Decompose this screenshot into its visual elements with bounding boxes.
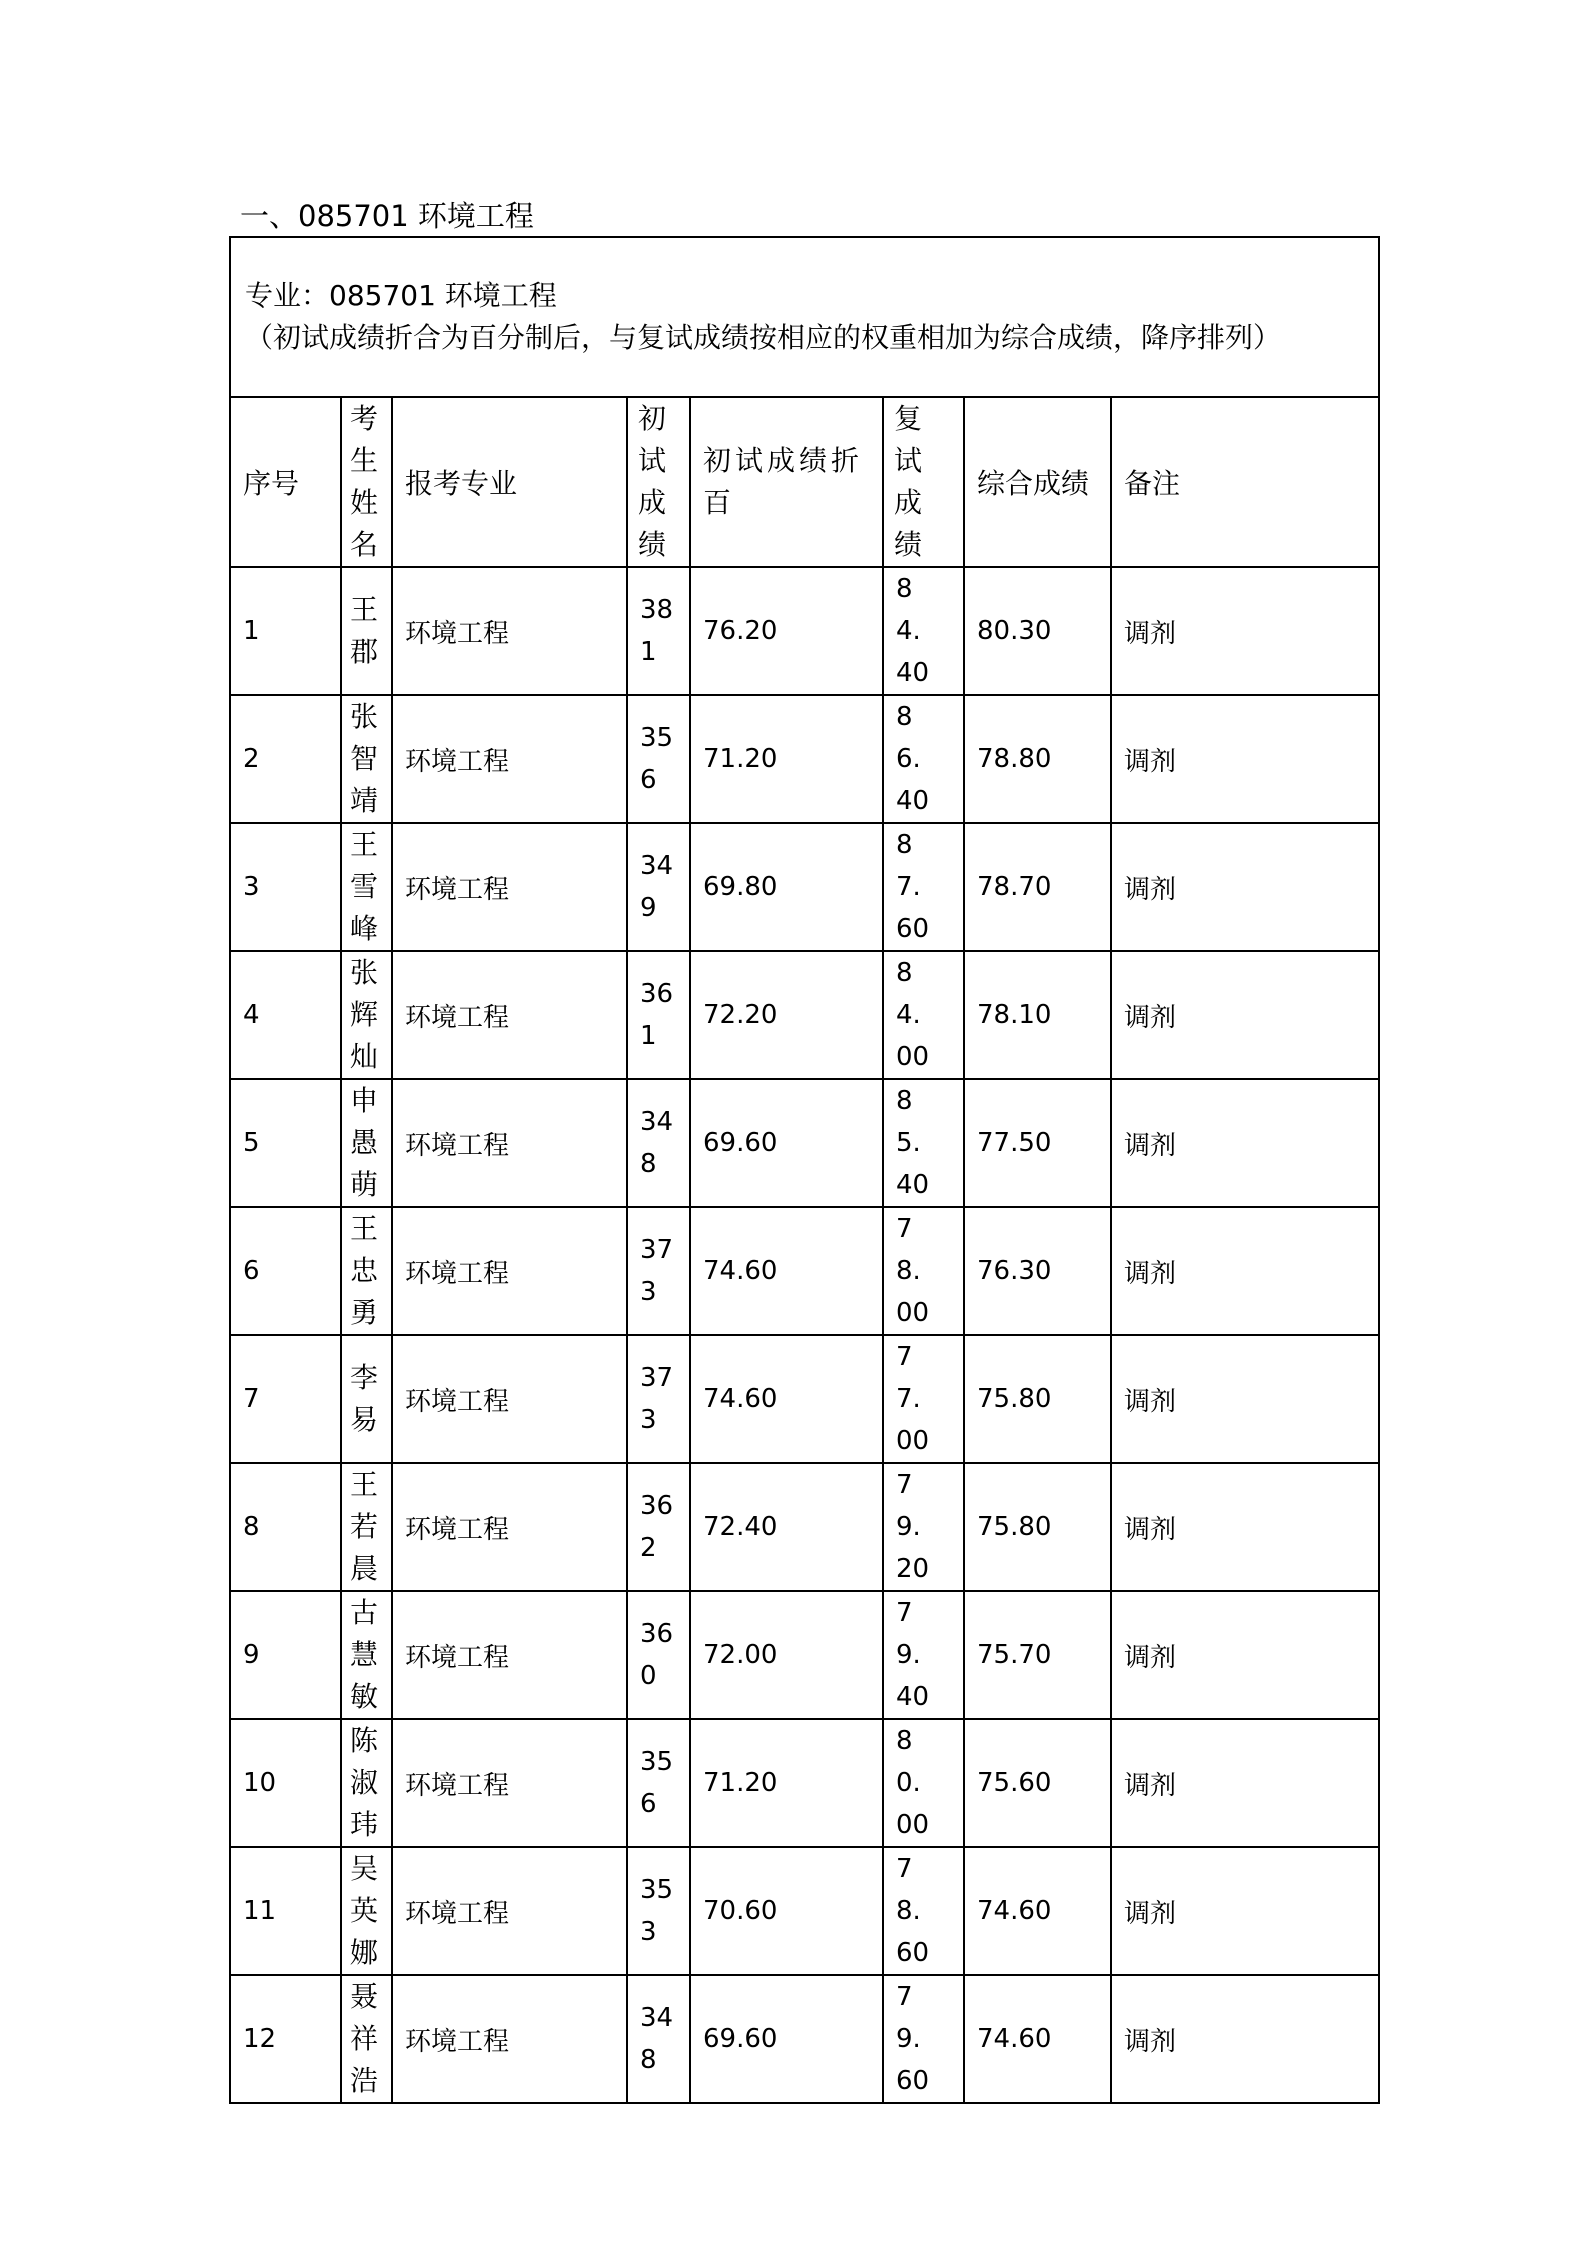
cell-initial-text: 349: [640, 851, 674, 923]
cell-initial: [627, 567, 690, 695]
cell-initial-text: 356: [640, 1747, 674, 1819]
cell-total: 78.70: [964, 823, 1111, 951]
cell-initial-text: 361: [640, 979, 674, 1051]
cell-retest-text: 85.40: [896, 1086, 930, 1200]
cell-initial-text: 373: [640, 1235, 674, 1307]
cell-major: 环境工程: [392, 1207, 627, 1335]
cell-seq: 11: [230, 1847, 341, 1975]
cell-retest-text: 84.40: [896, 574, 930, 688]
header-seq: 序号: [230, 397, 341, 567]
table-row: [230, 1335, 1379, 1463]
cell-retest: [883, 951, 964, 1079]
cell-total: 78.10: [964, 951, 1111, 1079]
cell-remark: 调剂: [1111, 567, 1379, 695]
cell-name-text: 李易: [350, 1361, 379, 1436]
cell-initial-pct: 69.60: [690, 1079, 883, 1207]
table-info-note: （初试成绩折合为百分制后，与复试成绩按相应的权重相加为综合成绩，降序排列）: [245, 321, 1282, 354]
cell-retest-text: 79.20: [896, 1470, 930, 1584]
cell-retest: [883, 1719, 964, 1847]
cell-remark: 调剂: [1111, 1463, 1379, 1591]
cell-initial-text: 373: [640, 1363, 674, 1435]
cell-initial-text: 381: [640, 595, 674, 667]
cell-total: 77.50: [964, 1079, 1111, 1207]
cell-name: [341, 1591, 392, 1719]
header-initial-pct: [690, 397, 883, 567]
cell-remark: 调剂: [1111, 823, 1379, 951]
cell-retest: [883, 1207, 964, 1335]
cell-name-text: 申愚萌: [350, 1084, 379, 1201]
cell-initial-pct: 71.20: [690, 695, 883, 823]
cell-total: 75.80: [964, 1335, 1111, 1463]
header-initial-text: 初试成绩: [638, 402, 667, 561]
cell-initial: [627, 1591, 690, 1719]
cell-name: [341, 1463, 392, 1591]
cell-initial-pct: 69.60: [690, 1975, 883, 2103]
cell-initial: [627, 823, 690, 951]
cell-name: [341, 1207, 392, 1335]
cell-initial-pct: 72.20: [690, 951, 883, 1079]
cell-retest: [883, 1847, 964, 1975]
cell-seq: 5: [230, 1079, 341, 1207]
cell-seq: 1: [230, 567, 341, 695]
cell-seq: 8: [230, 1463, 341, 1591]
cell-name-text: 王若晨: [350, 1468, 379, 1585]
cell-remark: 调剂: [1111, 1847, 1379, 1975]
cell-name-text: 王郡: [350, 593, 379, 668]
cell-initial-text: 362: [640, 1491, 674, 1563]
cell-major: 环境工程: [392, 951, 627, 1079]
header-retest: [883, 397, 964, 567]
header-initial: [627, 397, 690, 567]
table-info-cell: [230, 237, 1379, 397]
cell-initial: [627, 951, 690, 1079]
table-row: [230, 1847, 1379, 1975]
cell-retest-text: 84.00: [896, 958, 930, 1072]
cell-retest-text: 79.60: [896, 1982, 930, 2096]
cell-total: 75.70: [964, 1591, 1111, 1719]
cell-name: [341, 695, 392, 823]
cell-total: 75.80: [964, 1463, 1111, 1591]
cell-major: 环境工程: [392, 1591, 627, 1719]
cell-major: 环境工程: [392, 1463, 627, 1591]
cell-major: 环境工程: [392, 695, 627, 823]
cell-retest-text: 78.00: [896, 1214, 930, 1328]
cell-name-text: 吴英娜: [350, 1852, 379, 1969]
cell-remark: 调剂: [1111, 1719, 1379, 1847]
cell-retest-text: 87.60: [896, 830, 930, 944]
cell-seq: 9: [230, 1591, 341, 1719]
cell-remark: 调剂: [1111, 951, 1379, 1079]
table-row: [230, 1591, 1379, 1719]
cell-name: [341, 1719, 392, 1847]
cell-initial-pct: 72.00: [690, 1591, 883, 1719]
cell-major: 环境工程: [392, 1975, 627, 2103]
cell-name-text: 古慧敏: [350, 1596, 379, 1713]
cell-initial-text: 360: [640, 1619, 674, 1691]
cell-major: 环境工程: [392, 823, 627, 951]
cell-major: 环境工程: [392, 1335, 627, 1463]
cell-retest: [883, 1079, 964, 1207]
header-name: [341, 397, 392, 567]
cell-retest: [883, 823, 964, 951]
cell-retest-text: 80.00: [896, 1726, 930, 1840]
header-major: 报考专业: [392, 397, 627, 567]
header-total: 综合成绩: [964, 397, 1111, 567]
table-row: [230, 695, 1379, 823]
cell-major: 环境工程: [392, 567, 627, 695]
cell-initial: [627, 1463, 690, 1591]
cell-retest-text: 79.40: [896, 1598, 930, 1712]
cell-name: [341, 567, 392, 695]
table-header-row: [230, 397, 1379, 567]
cell-retest: [883, 1335, 964, 1463]
cell-name: [341, 1079, 392, 1207]
cell-initial: [627, 1719, 690, 1847]
cell-initial: [627, 1207, 690, 1335]
cell-remark: 调剂: [1111, 1207, 1379, 1335]
cell-initial: [627, 1847, 690, 1975]
cell-retest-text: 77.00: [896, 1342, 930, 1456]
cell-name: [341, 951, 392, 1079]
cell-initial-pct: 76.20: [690, 567, 883, 695]
table-row: [230, 1975, 1379, 2103]
cell-name-text: 王雪峰: [350, 828, 379, 945]
cell-name: [341, 1847, 392, 1975]
cell-initial-pct: 69.80: [690, 823, 883, 951]
cell-name-text: 聂祥浩: [350, 1980, 379, 2097]
header-retest-text: 复试成绩: [894, 402, 923, 561]
table-row: [230, 567, 1379, 695]
header-initial-pct-text: 初试成绩折百: [703, 444, 864, 519]
table-row: [230, 951, 1379, 1079]
cell-total: 80.30: [964, 567, 1111, 695]
table-row: [230, 823, 1379, 951]
cell-total: 74.60: [964, 1975, 1111, 2103]
cell-initial: [627, 695, 690, 823]
cell-seq: 2: [230, 695, 341, 823]
cell-initial-text: 356: [640, 723, 674, 795]
cell-retest: [883, 567, 964, 695]
cell-retest-text: 86.40: [896, 702, 930, 816]
header-remark: 备注: [1111, 397, 1379, 567]
cell-name: [341, 823, 392, 951]
cell-initial-pct: 71.20: [690, 1719, 883, 1847]
table-row: [230, 1719, 1379, 1847]
cell-seq: 4: [230, 951, 341, 1079]
cell-major: 环境工程: [392, 1079, 627, 1207]
cell-seq: 7: [230, 1335, 341, 1463]
table-row: [230, 1207, 1379, 1335]
cell-name-text: 陈淑玮: [350, 1724, 379, 1841]
cell-remark: 调剂: [1111, 695, 1379, 823]
cell-initial: [627, 1975, 690, 2103]
cell-initial-text: 348: [640, 2003, 674, 2075]
cell-remark: 调剂: [1111, 1335, 1379, 1463]
cell-remark: 调剂: [1111, 1591, 1379, 1719]
cell-name: [341, 1335, 392, 1463]
cell-initial-pct: 70.60: [690, 1847, 883, 1975]
cell-seq: 10: [230, 1719, 341, 1847]
cell-initial-pct: 72.40: [690, 1463, 883, 1591]
cell-major: 环境工程: [392, 1847, 627, 1975]
cell-name-text: 张辉灿: [350, 956, 379, 1073]
cell-total: 74.60: [964, 1847, 1111, 1975]
cell-retest: [883, 1591, 964, 1719]
cell-retest: [883, 695, 964, 823]
cell-major: 环境工程: [392, 1719, 627, 1847]
table-row: [230, 1463, 1379, 1591]
cell-name: [341, 1975, 392, 2103]
table-info-row: [230, 237, 1379, 397]
cell-seq: 12: [230, 1975, 341, 2103]
cell-initial: [627, 1335, 690, 1463]
cell-initial-pct: 74.60: [690, 1207, 883, 1335]
cell-seq: 6: [230, 1207, 341, 1335]
cell-retest: [883, 1975, 964, 2103]
table-info-major: 专业：085701 环境工程: [245, 279, 557, 312]
header-name-text: 考生姓名: [350, 402, 379, 561]
cell-seq: 3: [230, 823, 341, 951]
cell-initial-text: 353: [640, 1875, 674, 1947]
cell-initial-pct: 74.60: [690, 1335, 883, 1463]
cell-remark: 调剂: [1111, 1975, 1379, 2103]
admission-results-table: [229, 236, 1380, 2104]
cell-remark: 调剂: [1111, 1079, 1379, 1207]
cell-total: 78.80: [964, 695, 1111, 823]
cell-name-text: 张智靖: [350, 700, 379, 817]
cell-retest: [883, 1463, 964, 1591]
cell-total: 76.30: [964, 1207, 1111, 1335]
cell-initial: [627, 1079, 690, 1207]
section-heading: 一、085701 环境工程: [240, 199, 534, 233]
table-row: [230, 1079, 1379, 1207]
cell-total: 75.60: [964, 1719, 1111, 1847]
cell-name-text: 王忠勇: [350, 1212, 379, 1329]
cell-retest-text: 78.60: [896, 1854, 930, 1968]
cell-initial-text: 348: [640, 1107, 674, 1179]
